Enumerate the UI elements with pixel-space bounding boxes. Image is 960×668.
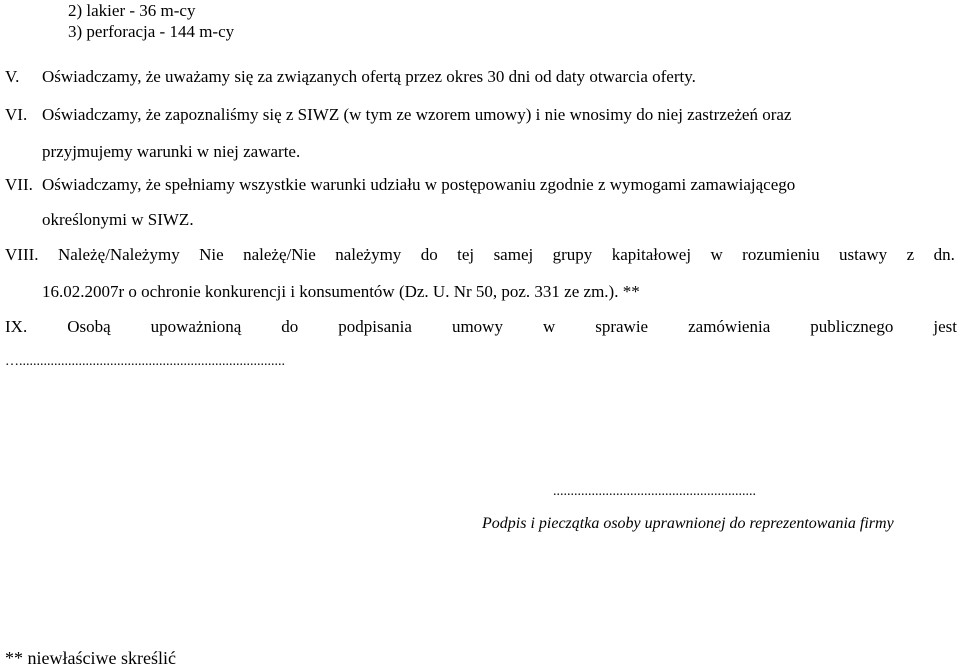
signature-caption: Podpis i pieczątka osoby uprawnionej do reprezentowania firmy	[482, 515, 894, 532]
section-ix-word: umowy	[451, 317, 503, 336]
section-viii-word: grupy	[552, 245, 593, 264]
section-ix-word: sprawie	[595, 317, 649, 336]
signature-dots: ..........................................................	[553, 484, 756, 499]
section-vi-line1: Oświadczamy, że zapoznaliśmy się z SIWZ (w tym ze wzorem umowy) i nie wnosimy do niej zastrzeżeń oraz	[42, 105, 792, 124]
section-ix-number: IX.	[5, 317, 28, 336]
section-viii-word: Nie	[199, 245, 224, 264]
section-viii-word: w	[710, 245, 723, 264]
section-ix-word: publicznego	[810, 317, 894, 336]
section-vi-number: VI.	[5, 105, 28, 124]
section-viii-line2: 16.02.2007r o ochronie konkurencji i konsumentów (Dz. U. Nr 50, poz. 331 ze zm.). **	[42, 282, 640, 301]
section-vii-line2: określonymi w SIWZ.	[42, 210, 194, 229]
section-viii-word: dn.	[933, 245, 955, 264]
section-v-text: Oświadczamy, że uważamy się za związanych ofertą przez okres 30 dni od daty otwarcia oferty.	[42, 67, 696, 86]
section-vi-line2: przyjmujemy warunki w niej zawarte.	[42, 142, 301, 161]
section-ix-word: do	[281, 317, 299, 336]
section-ix-word: jest	[933, 317, 957, 336]
footnote: ** niewłaściwe skreślić	[5, 648, 176, 668]
section-viii-word: tej	[457, 245, 475, 264]
section-viii-line1	[5, 245, 955, 265]
section-ix-word: upoważnioną	[150, 317, 242, 336]
section-viii-word: samej	[493, 245, 534, 264]
section-vii-line1: Oświadczamy, że spełniamy wszystkie warunki udziału w postępowaniu zgodnie z wymogami zamawiającego	[42, 175, 796, 194]
section-v-number: V.	[5, 67, 20, 86]
section-ix-word: w	[542, 317, 556, 336]
section-viii-word: kapitałowej	[611, 245, 692, 264]
section-ix-word: zamówienia	[688, 317, 771, 336]
section-viii-word: Należę/Należymy	[57, 245, 180, 264]
section-ix-word: podpisania	[338, 317, 412, 336]
section-viii-word: ustawy	[839, 245, 888, 264]
section-viii-word: należę/Nie	[243, 245, 316, 264]
section-vii-number: VII.	[5, 175, 33, 194]
section-viii-word: rozumieniu	[742, 245, 820, 264]
section-viii-number: VIII.	[5, 245, 39, 264]
section-ix-line1	[5, 317, 957, 337]
section-viii-word: należymy	[335, 245, 402, 264]
list-item-2: 2) lakier - 36 m-cy	[68, 1, 196, 20]
section-viii-word: z	[906, 245, 915, 264]
section-viii-word: do	[420, 245, 438, 264]
list-item-3: 3) perforacja - 144 m-cy	[68, 22, 235, 41]
section-ix-word: Osobą	[67, 317, 111, 336]
section-ix-line2: …............................................................................	[5, 354, 285, 369]
